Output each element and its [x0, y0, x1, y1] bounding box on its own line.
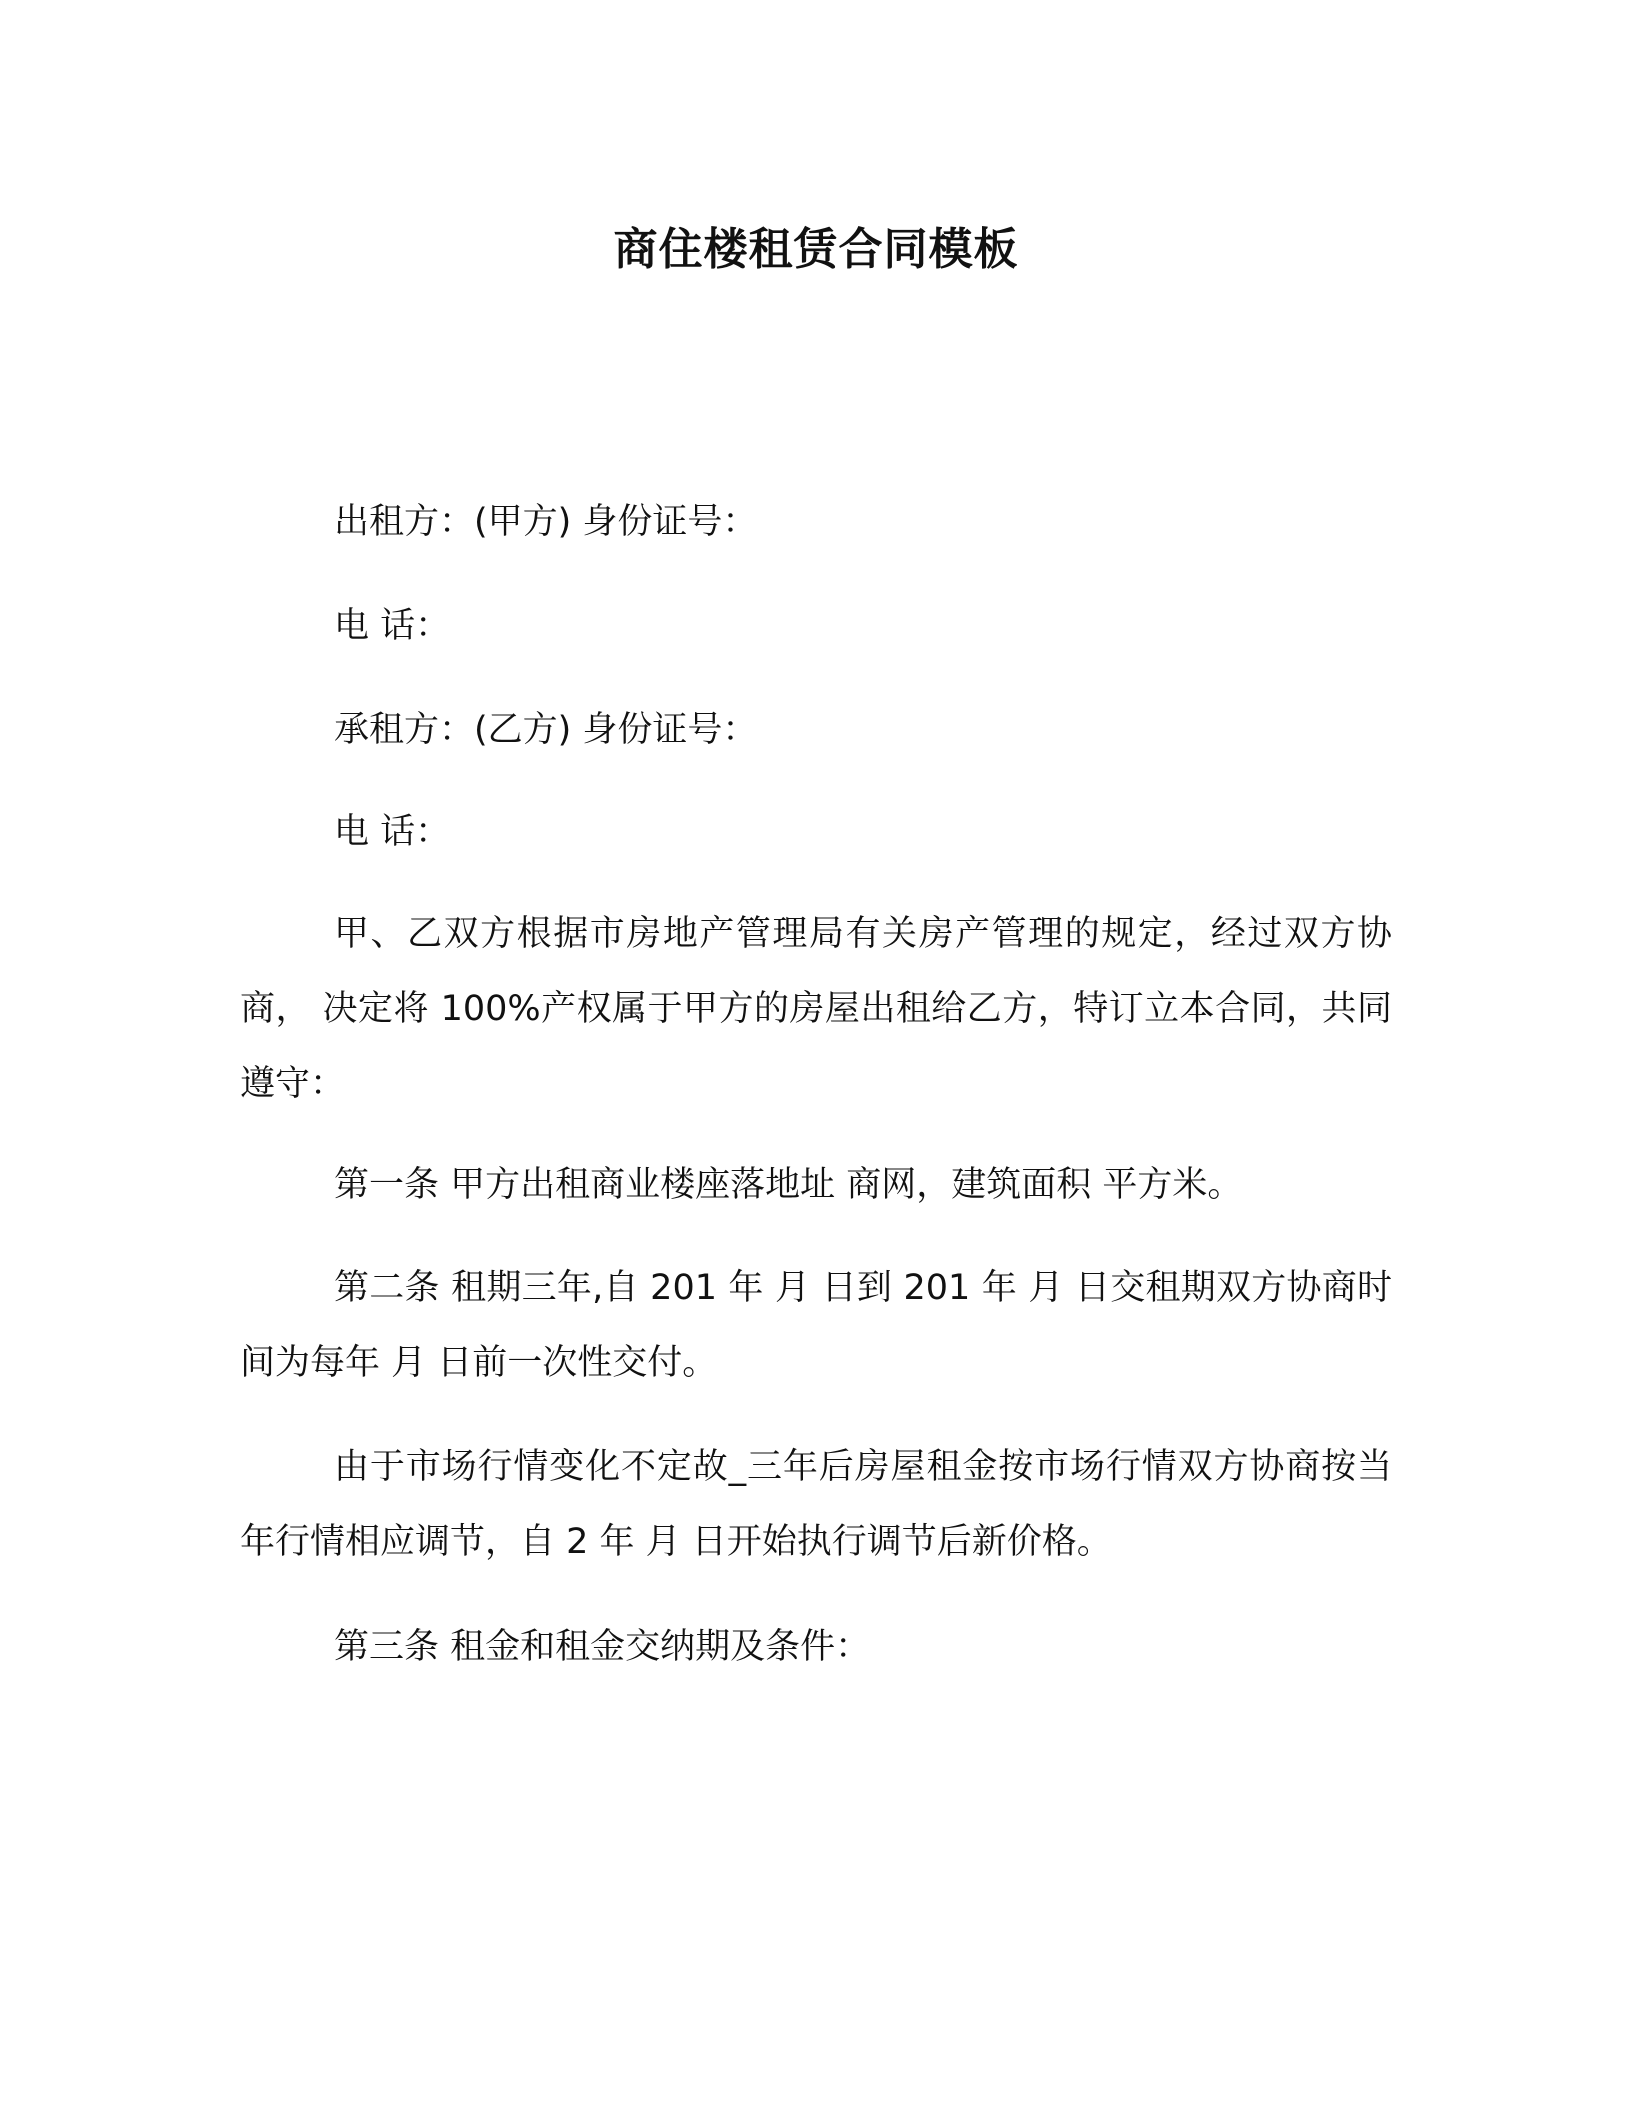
article-2-paragraph: 第二条 租期三年,自 201 年 月 日到 201 年 月 日交租期双方协商时间为每年 月 日前一次性交付。 [240, 1268, 1392, 1383]
rent-adjustment-paragraph: 由于市场行情变化不定故_三年后房屋租金按市场行情双方协商按当年行情相应调节，自 2 年 月 日开始执行调节后新价格。 [240, 1447, 1392, 1562]
document-title: 商住楼租赁合同模板 [613, 224, 1019, 275]
article-1-paragraph: 第一条 甲方出租商业楼座落地址 商网，建筑面积 平方米。 [334, 1165, 1243, 1205]
lessee-phone-line: 电 话： [334, 812, 451, 852]
lessor-id-line: 出租方：(甲方) 身份证号： [334, 502, 758, 542]
article-3-paragraph: 第三条 租金和租金交纳期及条件： [334, 1627, 871, 1667]
lessor-phone-line: 电 话： [334, 606, 451, 646]
intro-paragraph: 甲、乙双方根据市房地产管理局有关房产管理的规定，经过双方协商， 决定将 100%产权属于甲方的房屋出租给乙方，特订立本合同，共同遵守： [240, 914, 1392, 1104]
lessee-id-line: 承租方：(乙方) 身份证号： [334, 710, 758, 750]
